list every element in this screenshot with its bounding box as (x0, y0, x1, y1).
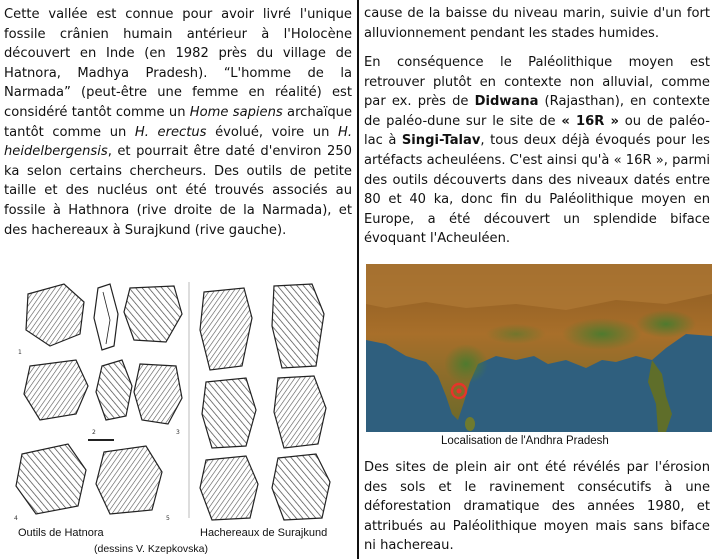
species-h-erectus: H. erectus (134, 124, 207, 140)
figure-number-5: 5 (166, 515, 170, 522)
stone-tools-drawing (6, 274, 350, 526)
map-caption: Localisation de l'Andhra Pradesh (441, 435, 609, 447)
narmada-paragraph: Cette vallée est connue pour avoir livré l'unique fossile crânien humain antérieur à l'Holocène découvert en Inde (en 1982 près du village de Hatnora, Madhya Pradesh). “L'homme de la Narmada” (peut-être une femme en réalité) est considéré tantôt comme un Home sapiens archaïque tantôt comme un H. erectus évolué, voire un H. heidelbergensis, et pourrait être daté d'environ 250 ka selon certains chercheurs. Des outils de petite taille et des nucléus ont été trouvés associés au fossile à Hathnora (rive droite de la Narmada), et des hachereaux à Surajkund (rive gauche). (4, 7, 352, 238)
caption-hatnora: Outils de Hatnora (18, 527, 104, 539)
site-didwana: Didwana (474, 94, 539, 110)
right-column (359, 0, 715, 559)
figure-number-4: 4 (14, 515, 18, 522)
sea-level-paragraph: cause de la baisse du niveau marin, suivie d'un fort alluvionnement pendant les stades humides. (364, 6, 710, 41)
drawings-credit: (dessins V. Kzepkovska) (94, 543, 208, 555)
figure-number-1: 1 (18, 349, 22, 356)
site-16r: « 16R » (561, 113, 619, 129)
caption-surajkund: Hachereaux de Surajkund (200, 527, 328, 539)
india-satellite-map (366, 264, 712, 432)
middle-paleolithic-paragraph: En conséquence le Paléolithique moyen est retrouver plutôt en contexte non alluvial, comme par ex. près de Didwana (Rajasthan), en contexte de paléo-dune sur le site de « 16R » ou de paléo-lac à Singi-Talav, tous deux déjà évoqués pour les artéfacts acheuléens. C'est ainsi qu'à « 16R », parmi des outils découverts dans des niveaux datés entre 80 et 40 ka, donc fin du Paléolithique moyen en Europe, a été découvert un splendide biface évoquant l'Acheuléen. (364, 55, 711, 247)
species-h-heidelbergensis: H. heidelbergensis (4, 124, 352, 160)
stone-tools-illustration (6, 274, 350, 526)
figure-number-2: 2 (92, 429, 96, 436)
surajkund-cleavers (200, 284, 330, 520)
erosion-paragraph: Des sites de plein air ont été révélés par l'érosion des sols et le ravinement consécutifs à une déforestation dramatique des années 1980, et attribués au Paléolithique moyen mais sans biface ni hachereau. (364, 460, 710, 554)
hatnora-tools (16, 284, 182, 514)
species-home-sapiens: Home sapiens (189, 104, 283, 120)
site-singi-talav: Singi-Talav (401, 133, 481, 149)
map-drawing (366, 264, 712, 432)
left-column (0, 0, 357, 559)
figure-number-3: 3 (176, 429, 180, 436)
